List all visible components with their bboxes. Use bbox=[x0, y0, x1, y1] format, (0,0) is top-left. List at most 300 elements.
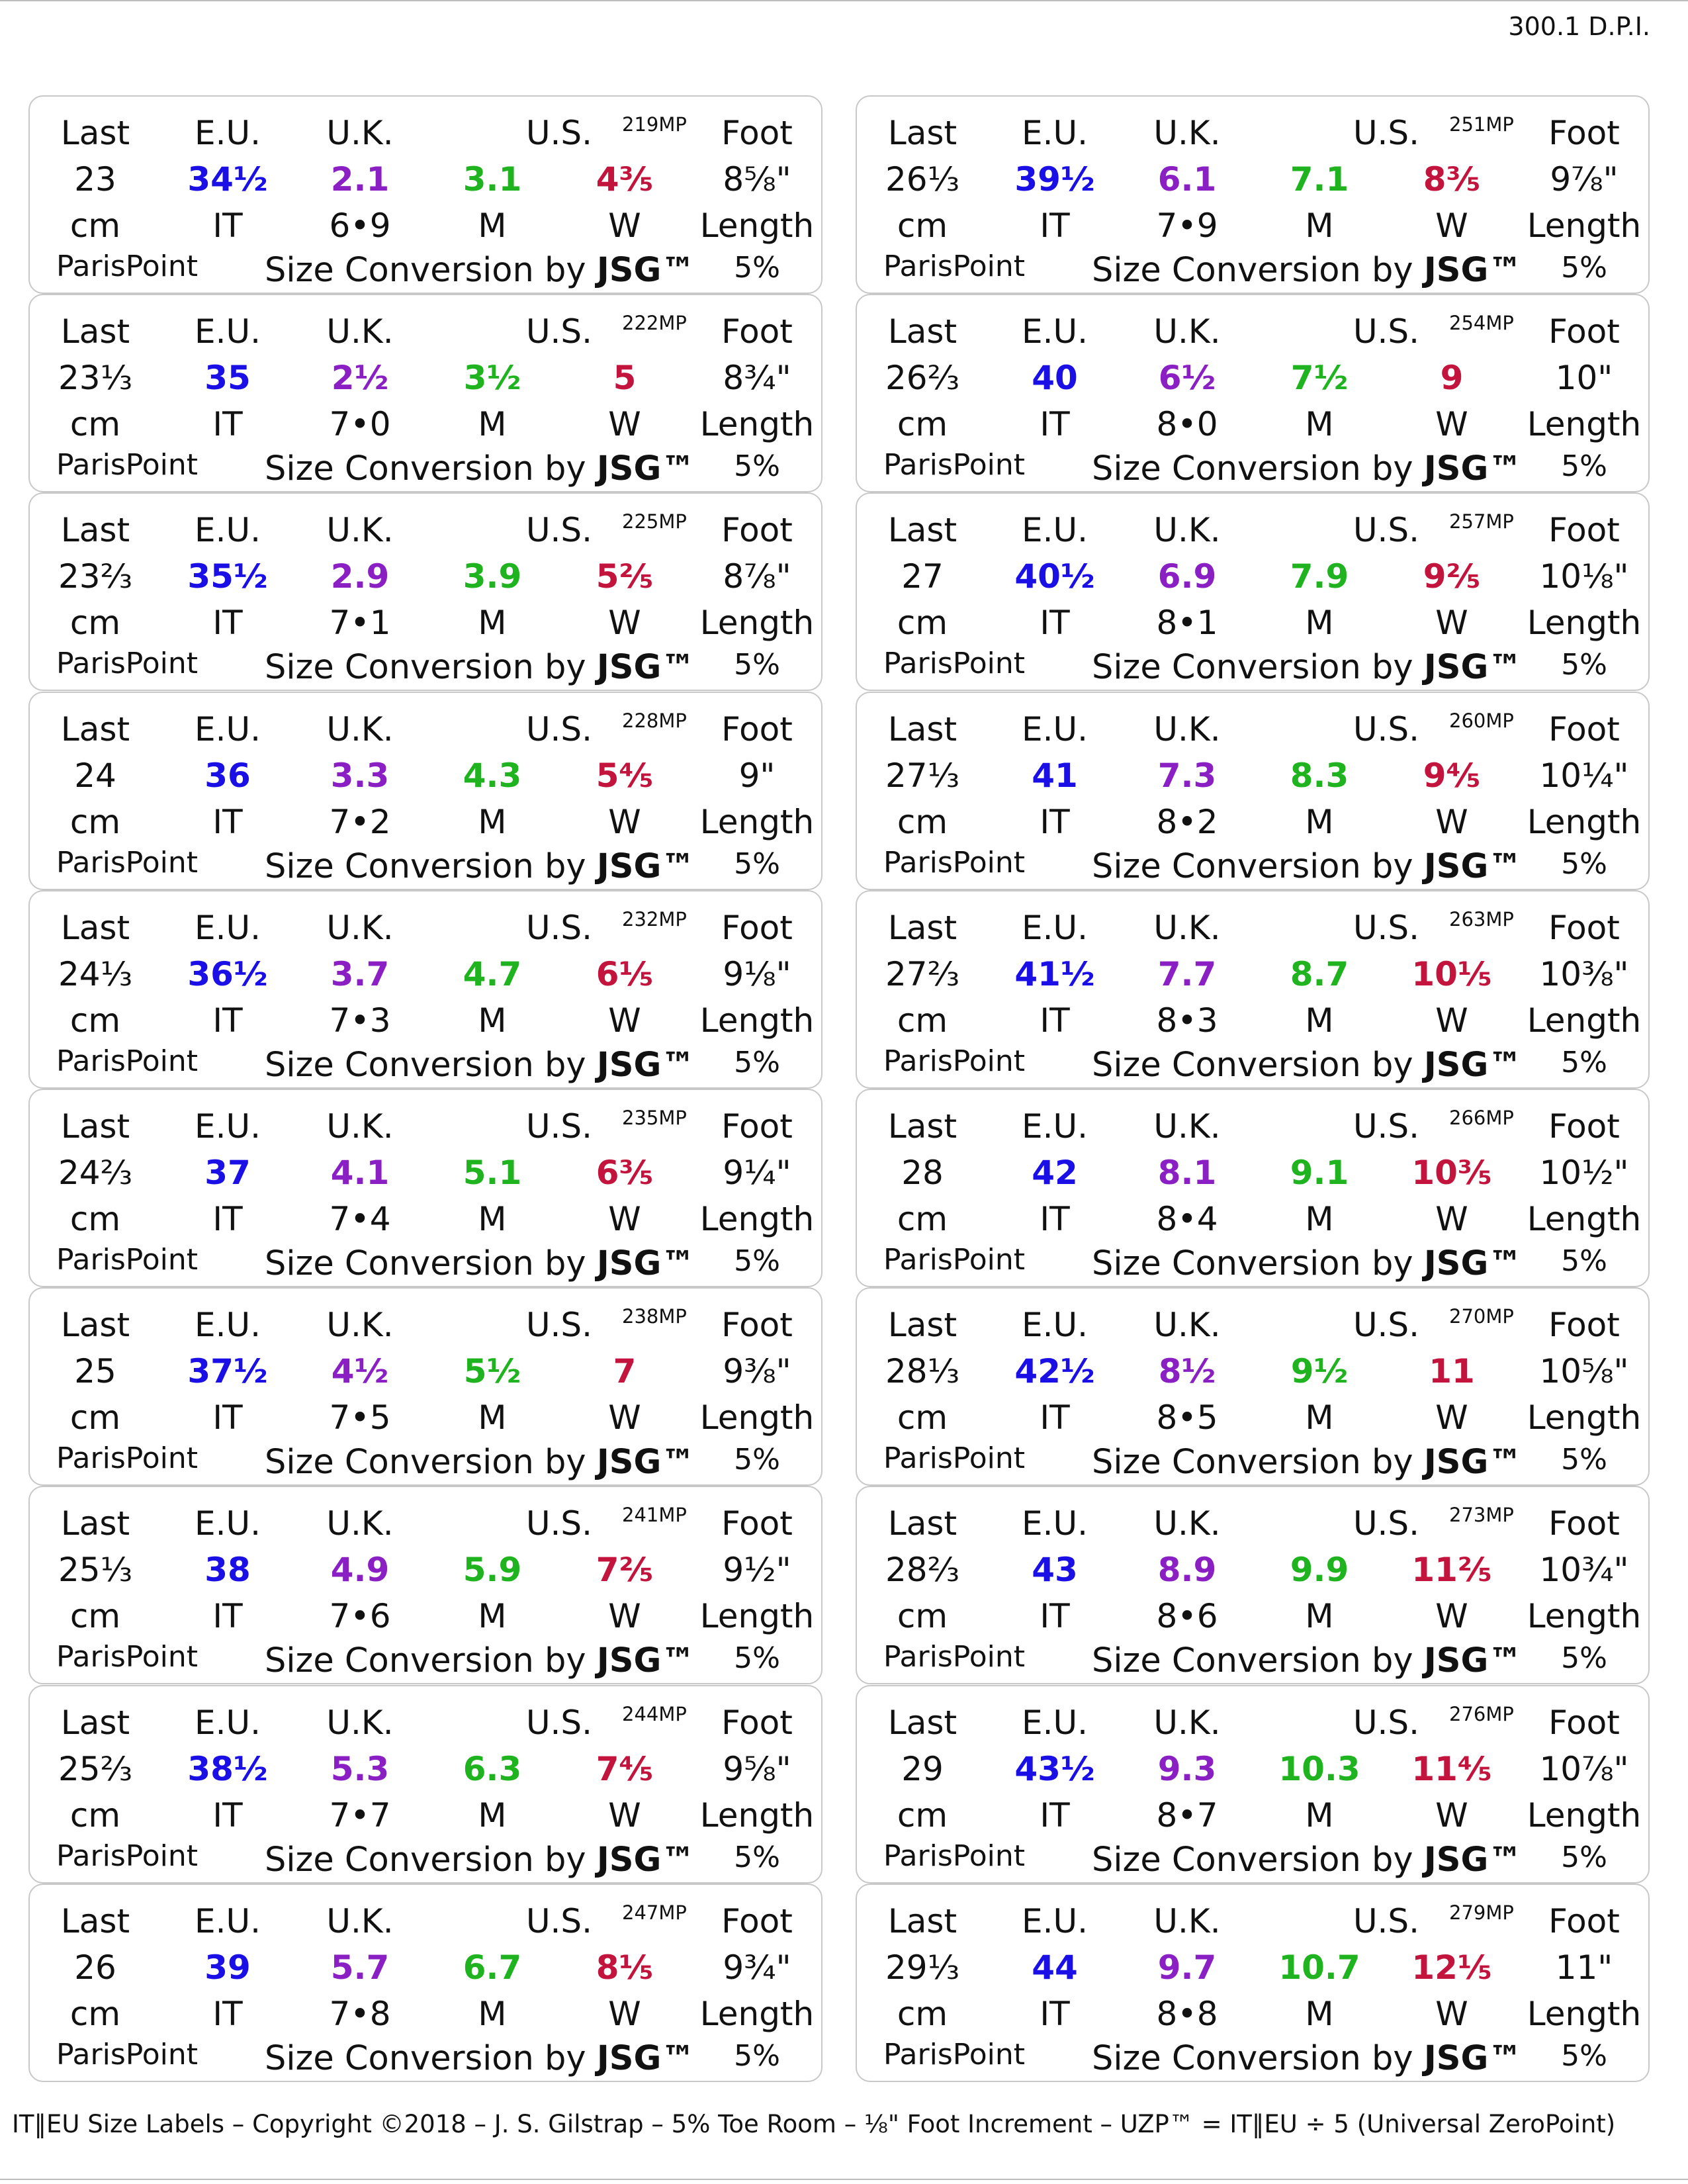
last-header: Last bbox=[887, 908, 957, 947]
last-value: 26 bbox=[74, 1948, 116, 1987]
uk-header: U.K. bbox=[1153, 1306, 1221, 1345]
eu-header: E.U. bbox=[1022, 1306, 1088, 1345]
men-label: M bbox=[478, 604, 507, 643]
foot-length-value: 9¼" bbox=[723, 1154, 791, 1192]
toe-room-percent: 5% bbox=[1561, 251, 1607, 285]
foot-length-value: 8⅝" bbox=[723, 160, 791, 199]
eu-size-value: 43½ bbox=[1014, 1749, 1095, 1788]
men-label: M bbox=[478, 206, 507, 245]
women-label: W bbox=[608, 1994, 641, 2033]
last-value: 29 bbox=[901, 1749, 944, 1788]
mondopoint-value: 257MP bbox=[1449, 510, 1514, 533]
last-value: 25⅓ bbox=[58, 1551, 133, 1590]
women-label: W bbox=[608, 1796, 641, 1835]
mondopoint-value: 222MP bbox=[622, 312, 687, 335]
parispoint-label: ParisPoint bbox=[883, 1243, 1026, 1277]
eu-header: E.U. bbox=[1022, 709, 1088, 749]
size-conversion-text: Size Conversion by bbox=[265, 1045, 586, 1085]
foot-header: Foot bbox=[1548, 312, 1620, 351]
uk-header: U.K. bbox=[1153, 511, 1221, 550]
parispoint-label: ParisPoint bbox=[883, 1839, 1026, 1873]
uk-sub-value: 7•5 bbox=[329, 1398, 391, 1437]
size-conversion-credit bbox=[265, 1641, 695, 1681]
last-header: Last bbox=[60, 511, 130, 550]
brand-mark: JSG™ bbox=[596, 1244, 695, 1283]
it-label: IT bbox=[212, 1597, 243, 1636]
foot-length-value: 10⅞" bbox=[1539, 1749, 1629, 1788]
uk-size-value: 7.3 bbox=[1157, 756, 1217, 795]
foot-header: Foot bbox=[721, 1306, 793, 1345]
last-header: Last bbox=[60, 1901, 130, 1940]
uk-header: U.K. bbox=[326, 1504, 394, 1543]
men-label: M bbox=[478, 802, 507, 841]
us-men-size-value: 8.3 bbox=[1290, 756, 1349, 795]
brand-mark: JSG™ bbox=[596, 2038, 695, 2078]
us-women-size-value: 11⅘ bbox=[1411, 1749, 1492, 1788]
uk-header: U.K. bbox=[1153, 709, 1221, 749]
uk-header: U.K. bbox=[326, 1901, 394, 1940]
foot-header: Foot bbox=[721, 511, 793, 550]
last-value: 27⅔ bbox=[885, 954, 960, 993]
parispoint-label: ParisPoint bbox=[56, 1044, 199, 1078]
bottom-rule bbox=[0, 2179, 1688, 2180]
men-label: M bbox=[1305, 1796, 1334, 1835]
toe-room-percent: 5% bbox=[734, 2038, 780, 2073]
length-label: Length bbox=[1527, 405, 1642, 444]
last-value: 24⅓ bbox=[58, 954, 133, 993]
parispoint-label: ParisPoint bbox=[883, 2037, 1026, 2071]
uk-sub-value: 8•7 bbox=[1156, 1796, 1218, 1835]
size-label-card bbox=[856, 692, 1650, 890]
uk-size-value: 9.3 bbox=[1157, 1749, 1217, 1788]
size-conversion-text: Size Conversion by bbox=[1092, 1045, 1413, 1085]
uk-sub-value: 7•7 bbox=[329, 1796, 391, 1835]
eu-size-value: 39½ bbox=[1014, 160, 1095, 199]
eu-header: E.U. bbox=[195, 908, 261, 947]
us-women-size-value: 5 bbox=[613, 359, 637, 398]
uk-header: U.K. bbox=[1153, 908, 1221, 947]
us-women-size-value: 5⅘ bbox=[596, 756, 654, 795]
cm-unit: cm bbox=[897, 206, 948, 245]
uk-size-value: 2.1 bbox=[330, 160, 390, 199]
length-label: Length bbox=[1527, 604, 1642, 643]
us-women-size-value: 7⅘ bbox=[596, 1749, 654, 1788]
it-label: IT bbox=[1040, 802, 1070, 841]
eu-header: E.U. bbox=[1022, 1107, 1088, 1146]
toe-room-percent: 5% bbox=[734, 251, 780, 285]
length-label: Length bbox=[1527, 1398, 1642, 1437]
uk-sub-value: 6•9 bbox=[329, 206, 391, 245]
size-conversion-text: Size Conversion by bbox=[265, 1641, 586, 1681]
eu-size-value: 34½ bbox=[187, 160, 268, 199]
us-header: U.S. bbox=[1353, 312, 1420, 351]
eu-header: E.U. bbox=[1022, 1901, 1088, 1940]
last-header: Last bbox=[887, 511, 957, 550]
size-conversion-text: Size Conversion by bbox=[265, 1244, 586, 1283]
uk-header: U.K. bbox=[326, 511, 394, 550]
uk-sub-value: 7•9 bbox=[1156, 206, 1218, 245]
uk-size-value: 8½ bbox=[1158, 1352, 1216, 1391]
uk-size-value: 4½ bbox=[331, 1352, 389, 1391]
length-label: Length bbox=[1527, 1796, 1642, 1835]
us-women-size-value: 9 bbox=[1440, 359, 1464, 398]
toe-room-percent: 5% bbox=[1561, 1045, 1607, 1079]
women-label: W bbox=[1435, 1200, 1468, 1238]
cm-unit: cm bbox=[897, 1796, 948, 1835]
eu-header: E.U. bbox=[195, 1107, 261, 1146]
foot-length-value: 10¼" bbox=[1539, 756, 1629, 795]
it-label: IT bbox=[212, 1796, 243, 1835]
eu-size-value: 42½ bbox=[1014, 1352, 1095, 1391]
last-value: 29⅓ bbox=[885, 1948, 960, 1987]
last-value: 24 bbox=[74, 756, 116, 795]
last-header: Last bbox=[60, 1107, 130, 1146]
us-header: U.S. bbox=[525, 1901, 593, 1940]
uk-sub-value: 7•3 bbox=[329, 1001, 391, 1040]
mondopoint-value: 235MP bbox=[622, 1107, 687, 1129]
cm-unit: cm bbox=[69, 405, 121, 444]
eu-size-value: 35 bbox=[204, 359, 251, 398]
us-header: U.S. bbox=[1353, 1703, 1420, 1742]
men-label: M bbox=[478, 1796, 507, 1835]
foot-length-value: 10" bbox=[1555, 359, 1613, 398]
uk-header: U.K. bbox=[326, 1703, 394, 1742]
toe-room-percent: 5% bbox=[1561, 846, 1607, 881]
us-women-size-value: 7 bbox=[613, 1352, 637, 1391]
mondopoint-value: 225MP bbox=[622, 510, 687, 533]
cm-unit: cm bbox=[69, 802, 121, 841]
it-label: IT bbox=[212, 1994, 243, 2033]
eu-header: E.U. bbox=[195, 1901, 261, 1940]
cm-unit: cm bbox=[897, 1994, 948, 2033]
women-label: W bbox=[608, 206, 641, 245]
parispoint-label: ParisPoint bbox=[883, 448, 1026, 482]
last-header: Last bbox=[60, 908, 130, 947]
us-men-size-value: 4.7 bbox=[463, 954, 522, 993]
it-label: IT bbox=[212, 405, 243, 444]
eu-size-value: 36½ bbox=[187, 954, 268, 993]
size-conversion-text: Size Conversion by bbox=[265, 2038, 586, 2078]
us-men-size-value: 10.3 bbox=[1278, 1749, 1360, 1788]
cm-unit: cm bbox=[69, 1796, 121, 1835]
length-label: Length bbox=[699, 206, 815, 245]
men-label: M bbox=[478, 1200, 507, 1238]
foot-header: Foot bbox=[721, 1703, 793, 1742]
eu-size-value: 41 bbox=[1032, 756, 1078, 795]
length-label: Length bbox=[699, 405, 815, 444]
size-conversion-credit bbox=[1092, 846, 1523, 886]
uk-size-value: 5.3 bbox=[330, 1749, 390, 1788]
toe-room-percent: 5% bbox=[1561, 1244, 1607, 1278]
mondopoint-value: 254MP bbox=[1449, 312, 1514, 335]
eu-header: E.U. bbox=[1022, 312, 1088, 351]
uk-sub-value: 8•5 bbox=[1156, 1398, 1218, 1437]
last-header: Last bbox=[887, 1901, 957, 1940]
toe-room-percent: 5% bbox=[1561, 2038, 1607, 2073]
eu-size-value: 37 bbox=[204, 1154, 251, 1192]
cm-unit: cm bbox=[69, 1001, 121, 1040]
us-header: U.S. bbox=[525, 908, 593, 947]
us-women-size-value: 5⅖ bbox=[596, 557, 654, 596]
brand-mark: JSG™ bbox=[1423, 1244, 1523, 1283]
uk-header: U.K. bbox=[326, 908, 394, 947]
us-women-size-value: 7⅖ bbox=[596, 1551, 654, 1590]
last-value: 26⅔ bbox=[885, 359, 960, 398]
dpi-label: 300.1 D.P.I. bbox=[1508, 12, 1650, 41]
size-conversion-credit bbox=[265, 846, 695, 886]
length-label: Length bbox=[699, 802, 815, 841]
brand-mark: JSG™ bbox=[596, 648, 695, 688]
last-header: Last bbox=[60, 1703, 130, 1742]
uk-size-value: 7.7 bbox=[1157, 954, 1217, 993]
men-label: M bbox=[1305, 206, 1334, 245]
foot-length-value: 10⅛" bbox=[1539, 557, 1629, 596]
foot-header: Foot bbox=[721, 709, 793, 749]
foot-header: Foot bbox=[721, 1901, 793, 1940]
us-women-size-value: 6⅗ bbox=[596, 1154, 654, 1192]
eu-header: E.U. bbox=[195, 709, 261, 749]
size-label-card bbox=[28, 1287, 822, 1486]
us-men-size-value: 10.7 bbox=[1278, 1948, 1360, 1987]
size-label-card bbox=[856, 1089, 1650, 1287]
uk-header: U.K. bbox=[1153, 1504, 1221, 1543]
last-value: 27⅓ bbox=[885, 756, 960, 795]
last-value: 28 bbox=[901, 1154, 944, 1192]
mondopoint-value: 266MP bbox=[1449, 1107, 1514, 1129]
parispoint-label: ParisPoint bbox=[56, 1640, 199, 1674]
us-women-size-value: 10⅗ bbox=[1411, 1154, 1492, 1192]
mondopoint-value: 241MP bbox=[622, 1504, 687, 1527]
size-conversion-text: Size Conversion by bbox=[265, 1443, 586, 1482]
last-header: Last bbox=[887, 1306, 957, 1345]
last-value: 25⅔ bbox=[58, 1749, 133, 1788]
length-label: Length bbox=[699, 1796, 815, 1835]
eu-size-value: 37½ bbox=[187, 1352, 268, 1391]
foot-header: Foot bbox=[1548, 114, 1620, 152]
uk-header: U.K. bbox=[1153, 114, 1221, 152]
length-label: Length bbox=[699, 1597, 815, 1636]
men-label: M bbox=[1305, 1398, 1334, 1437]
uk-size-value: 5.7 bbox=[330, 1948, 390, 1987]
last-header: Last bbox=[60, 1504, 130, 1543]
us-men-size-value: 6.7 bbox=[463, 1948, 522, 1987]
parispoint-label: ParisPoint bbox=[56, 1243, 199, 1277]
women-label: W bbox=[1435, 1994, 1468, 2033]
uk-header: U.K. bbox=[1153, 1901, 1221, 1940]
uk-size-value: 8.9 bbox=[1157, 1551, 1217, 1590]
eu-size-value: 40½ bbox=[1014, 557, 1095, 596]
parispoint-label: ParisPoint bbox=[56, 448, 199, 482]
eu-size-value: 40 bbox=[1032, 359, 1078, 398]
us-header: U.S. bbox=[1353, 1306, 1420, 1345]
it-label: IT bbox=[212, 1200, 243, 1238]
brand-mark: JSG™ bbox=[1423, 1045, 1523, 1085]
it-label: IT bbox=[1040, 1398, 1070, 1437]
uk-sub-value: 8•1 bbox=[1156, 604, 1218, 643]
it-label: IT bbox=[1040, 604, 1070, 643]
foot-header: Foot bbox=[721, 1107, 793, 1146]
size-label-card bbox=[856, 95, 1650, 294]
us-women-size-value: 11 bbox=[1429, 1352, 1475, 1391]
brand-mark: JSG™ bbox=[596, 1443, 695, 1482]
last-header: Last bbox=[887, 1107, 957, 1146]
foot-header: Foot bbox=[1548, 709, 1620, 749]
men-label: M bbox=[1305, 604, 1334, 643]
us-men-size-value: 3½ bbox=[463, 359, 521, 398]
toe-room-percent: 5% bbox=[1561, 1641, 1607, 1676]
size-conversion-credit bbox=[1092, 1641, 1523, 1681]
last-header: Last bbox=[887, 1703, 957, 1742]
mondopoint-value: 244MP bbox=[622, 1702, 687, 1725]
last-header: Last bbox=[887, 114, 957, 152]
us-women-size-value: 4⅗ bbox=[596, 160, 654, 199]
eu-header: E.U. bbox=[195, 511, 261, 550]
uk-header: U.K. bbox=[326, 1306, 394, 1345]
size-conversion-text: Size Conversion by bbox=[1092, 251, 1413, 290]
uk-size-value: 6½ bbox=[1158, 359, 1216, 398]
foot-length-value: 9" bbox=[738, 756, 776, 795]
uk-sub-value: 8•2 bbox=[1156, 802, 1218, 841]
eu-size-value: 41½ bbox=[1014, 954, 1095, 993]
eu-size-value: 35½ bbox=[187, 557, 268, 596]
footer-copyright: IT‖EU Size Labels – Copyright ©2018 – J. S. Gilstrap – 5% Toe Room – ⅛" Foot Increment – UZP™ = IT‖EU ÷ 5 (Universal ZeroPoint) bbox=[12, 2110, 1616, 2138]
men-label: M bbox=[478, 1994, 507, 2033]
length-label: Length bbox=[1527, 1200, 1642, 1238]
uk-header: U.K. bbox=[326, 312, 394, 351]
uk-sub-value: 8•6 bbox=[1156, 1597, 1218, 1636]
brand-mark: JSG™ bbox=[596, 1641, 695, 1681]
last-value: 28⅓ bbox=[885, 1352, 960, 1391]
mondopoint-value: 276MP bbox=[1449, 1702, 1514, 1725]
cm-unit: cm bbox=[69, 1200, 121, 1238]
parispoint-label: ParisPoint bbox=[883, 1044, 1026, 1078]
us-men-size-value: 5.1 bbox=[463, 1154, 522, 1192]
toe-room-percent: 5% bbox=[734, 449, 780, 484]
women-label: W bbox=[608, 1398, 641, 1437]
size-conversion-credit bbox=[1092, 251, 1523, 290]
men-label: M bbox=[478, 1001, 507, 1040]
length-label: Length bbox=[699, 604, 815, 643]
foot-header: Foot bbox=[721, 908, 793, 947]
eu-size-value: 39 bbox=[204, 1948, 251, 1987]
us-header: U.S. bbox=[525, 1703, 593, 1742]
foot-header: Foot bbox=[1548, 1306, 1620, 1345]
brand-mark: JSG™ bbox=[596, 846, 695, 886]
eu-header: E.U. bbox=[195, 1703, 261, 1742]
size-conversion-text: Size Conversion by bbox=[265, 449, 586, 489]
uk-size-value: 9.7 bbox=[1157, 1948, 1217, 1987]
men-label: M bbox=[478, 405, 507, 444]
foot-header: Foot bbox=[1548, 908, 1620, 947]
cm-unit: cm bbox=[69, 1994, 121, 2033]
brand-mark: JSG™ bbox=[1423, 449, 1523, 489]
brand-mark: JSG™ bbox=[596, 449, 695, 489]
us-men-size-value: 5½ bbox=[463, 1352, 521, 1391]
women-label: W bbox=[608, 405, 641, 444]
last-value: 27 bbox=[901, 557, 944, 596]
brand-mark: JSG™ bbox=[1423, 251, 1523, 290]
last-value: 23⅔ bbox=[58, 557, 133, 596]
length-label: Length bbox=[1527, 1001, 1642, 1040]
brand-mark: JSG™ bbox=[596, 1840, 695, 1880]
uk-size-value: 4.9 bbox=[330, 1551, 390, 1590]
size-label-card bbox=[856, 492, 1650, 691]
foot-length-value: 9⅞" bbox=[1550, 160, 1619, 199]
brand-mark: JSG™ bbox=[596, 1045, 695, 1085]
toe-room-percent: 5% bbox=[1561, 1840, 1607, 1874]
us-header: U.S. bbox=[525, 709, 593, 749]
size-conversion-text: Size Conversion by bbox=[265, 648, 586, 688]
parispoint-label: ParisPoint bbox=[883, 1640, 1026, 1674]
last-value: 25 bbox=[74, 1352, 116, 1391]
size-label-card bbox=[856, 1884, 1650, 2082]
last-header: Last bbox=[60, 312, 130, 351]
size-label-card bbox=[28, 1685, 822, 1884]
us-men-size-value: 4.3 bbox=[463, 756, 522, 795]
uk-size-value: 3.7 bbox=[330, 954, 390, 993]
eu-header: E.U. bbox=[195, 1504, 261, 1543]
men-label: M bbox=[478, 1398, 507, 1437]
foot-length-value: 10⅝" bbox=[1539, 1352, 1629, 1391]
length-label: Length bbox=[1527, 802, 1642, 841]
us-header: U.S. bbox=[1353, 1901, 1420, 1940]
uk-sub-value: 8•4 bbox=[1156, 1200, 1218, 1238]
men-label: M bbox=[1305, 1001, 1334, 1040]
size-label-card bbox=[856, 1486, 1650, 1684]
foot-length-value: 8⅞" bbox=[723, 557, 791, 596]
toe-room-percent: 5% bbox=[734, 1443, 780, 1477]
size-label-card bbox=[856, 890, 1650, 1089]
uk-sub-value: 7•0 bbox=[329, 405, 391, 444]
size-conversion-text: Size Conversion by bbox=[1092, 846, 1413, 886]
length-label: Length bbox=[699, 1994, 815, 2033]
brand-mark: JSG™ bbox=[1423, 846, 1523, 886]
foot-length-value: 8¾" bbox=[723, 359, 791, 398]
mondopoint-value: 279MP bbox=[1449, 1901, 1514, 1924]
eu-size-value: 38 bbox=[204, 1551, 251, 1590]
size-conversion-credit bbox=[1092, 449, 1523, 489]
women-label: W bbox=[608, 1001, 641, 1040]
mondopoint-value: 228MP bbox=[622, 709, 687, 732]
us-header: U.S. bbox=[525, 1107, 593, 1146]
us-women-size-value: 8⅕ bbox=[596, 1948, 654, 1987]
uk-size-value: 2.9 bbox=[330, 557, 390, 596]
cm-unit: cm bbox=[897, 1597, 948, 1636]
uk-size-value: 8.1 bbox=[1157, 1154, 1217, 1192]
last-header: Last bbox=[60, 1306, 130, 1345]
last-header: Last bbox=[60, 114, 130, 152]
uk-size-value: 2½ bbox=[331, 359, 389, 398]
mondopoint-value: 260MP bbox=[1449, 709, 1514, 732]
top-rule bbox=[0, 0, 1688, 1]
foot-header: Foot bbox=[1548, 1504, 1620, 1543]
parispoint-label: ParisPoint bbox=[56, 845, 199, 880]
us-men-size-value: 3.1 bbox=[463, 160, 522, 199]
last-value: 23 bbox=[74, 160, 116, 199]
women-label: W bbox=[1435, 1398, 1468, 1437]
size-conversion-credit bbox=[1092, 1244, 1523, 1283]
us-header: U.S. bbox=[525, 114, 593, 152]
size-conversion-text: Size Conversion by bbox=[1092, 449, 1413, 489]
uk-size-value: 4.1 bbox=[330, 1154, 390, 1192]
last-header: Last bbox=[887, 312, 957, 351]
brand-mark: JSG™ bbox=[1423, 2038, 1523, 2078]
uk-sub-value: 7•1 bbox=[329, 604, 391, 643]
brand-mark: JSG™ bbox=[1423, 1641, 1523, 1681]
eu-header: E.U. bbox=[1022, 1703, 1088, 1742]
parispoint-label: ParisPoint bbox=[883, 250, 1026, 283]
women-label: W bbox=[608, 1597, 641, 1636]
